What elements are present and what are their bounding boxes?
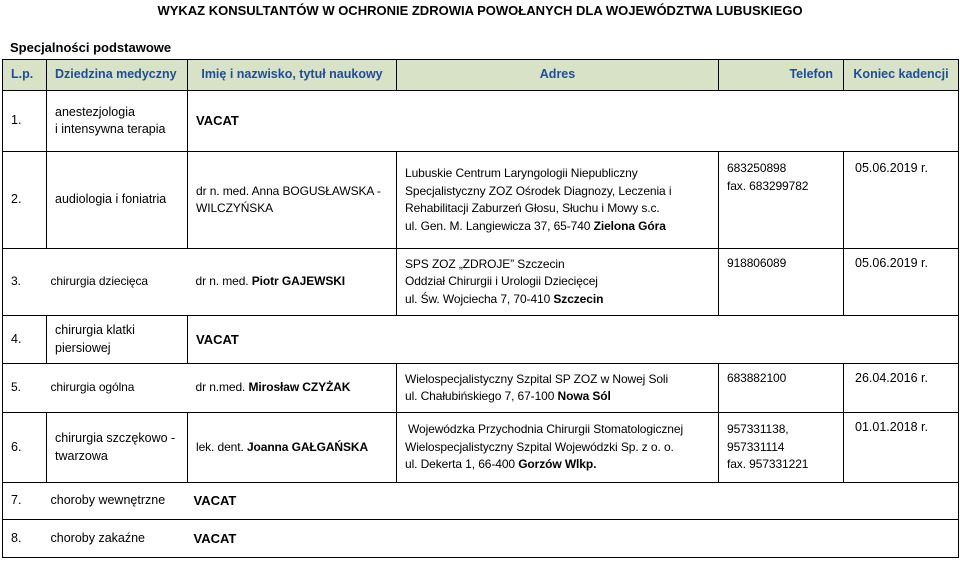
address-line: Wojewódzka Przychodnia Chirurgii Stomatologicznej [408,422,684,437]
empty-cell [844,91,959,152]
table-row [3,152,959,249]
address-city: Nowa Sól [557,389,611,403]
name-title: lek. dent. [196,439,247,454]
row-lp: 4. [3,316,47,364]
row-phone [719,152,844,249]
row-address [397,152,719,249]
name-title: dr n. med. [195,274,252,289]
row-name [188,249,397,316]
empty-cell [397,316,719,364]
row-lp: 6. [3,413,47,483]
row-field [47,413,188,483]
row-lp: 1. [3,91,47,152]
row-field: chirurgia dziecięca [47,249,188,316]
row-field [47,316,188,364]
field-line: i intensywna terapia [55,122,166,136]
empty-cell [844,316,959,364]
name-bold: Joanna GAŁGAŃSKA [246,439,369,454]
row-vacat: VACAT [188,316,397,364]
address-line: Specjalistyczny ZOZ Ośrodek Diagnozy, Leczenia i [405,183,672,198]
name-bold: Anna BOGUSŁAWSKA - [251,183,381,198]
name-title: dr n. med. [196,183,252,198]
field-line: chirurgia klatki [55,323,135,337]
row-field: choroby zakaźne [47,520,188,558]
phone-line: 957331114 [727,439,785,454]
field-line: twarzowa [55,448,108,463]
field-line: chirurgia szczękowo - [55,431,176,445]
consultants-table [2,59,959,558]
name-bold-line: WILCZYŃSKA [196,201,274,215]
name-bold: Piotr GAJEWSKI [251,274,346,289]
phone-line: fax. 683299782 [727,178,809,193]
header-end: Koniec kadencji [844,60,959,91]
header-field: Dziedzina medyczny [47,60,188,91]
address-line: Wielospecjalistyczny Szpital Wojewódzki Sp. z o. o. [405,439,674,454]
field-line: anestezjologia [55,104,135,119]
table-row [3,364,959,413]
address-city: Szczecin [553,291,604,306]
header-address: Adres [397,60,719,91]
address-line: ul. Dekerta 1, 66-400 [405,457,519,472]
empty-cell [397,520,719,558]
table-row [3,249,959,316]
row-address [397,249,719,316]
address-city: Gorzów Wlkp. [518,457,597,472]
row-end: 05.06.2019 r. [844,249,959,316]
row-lp: 7. [3,483,47,520]
empty-cell [844,483,959,520]
header-phone: Telefon [719,60,844,91]
row-name [188,152,397,249]
row-lp: 5. [3,364,47,413]
row-field: chirurgia ogólna [47,364,188,413]
address-line: ul. Gen. M. Langiewicza 37, 65-740 [405,218,594,233]
row-lp: 8. [3,520,47,558]
table-row [3,91,959,152]
empty-cell [719,316,844,364]
table-row [3,483,959,520]
section-subtitle: Specjalności podstawowe [10,40,172,55]
address-line: ul. Św. Wojciecha 7, 70-410 [405,291,554,306]
phone-line: 683250898 [727,161,787,175]
name-title: dr n.med. [195,380,249,395]
address-line: Oddział Chirurgii i Urologii Dziecięcej [405,274,598,289]
empty-cell [397,483,719,520]
row-phone: 683882100 [719,364,844,413]
phone-line: fax. 957331221 [727,457,809,472]
row-phone: 918806089 [719,249,844,316]
name-bold: Mirosław CZYŻAK [248,380,351,395]
table-header-row [3,60,959,91]
address-line: SPS ZOZ „ZDROJE” Szczecin [405,256,565,271]
empty-cell [719,520,844,558]
row-vacat: VACAT [188,91,397,152]
row-name [188,413,397,483]
table-row [3,316,959,364]
row-phone [719,413,844,483]
row-field [47,91,188,152]
address-line: ul. Chałubińskiego 7, 67-100 [405,389,558,403]
empty-cell [719,91,844,152]
row-address [397,364,719,413]
address-city: Zielona Góra [593,218,666,233]
row-vacat: VACAT [188,520,397,558]
empty-cell [719,483,844,520]
table-row [3,413,959,483]
address-line: Wielospecjalistyczny Szpital SP ZOZ w Nowej Soli [405,371,669,386]
row-field: choroby wewnętrzne [47,483,188,520]
empty-cell [844,520,959,558]
row-end: 05.06.2019 r. [844,152,959,249]
address-line: Rehabilitacji Zaburzeń Głosu, Słuchu i Mowy s.c. [405,201,660,215]
phone-line: 957331138, [727,422,789,437]
row-lp: 2. [3,152,47,249]
address-line: Lubuskie Centrum Laryngologii Niepubliczny [405,166,638,180]
header-name: Imię i nazwisko, tytuł naukowy [188,60,397,91]
row-address [397,413,719,483]
row-end: 01.01.2018 r. [844,413,959,483]
table-row [3,520,959,558]
empty-cell [397,91,719,152]
row-field: audiologia i foniatria [47,152,188,249]
row-name [188,364,397,413]
header-lp: L.p. [3,60,47,91]
row-lp: 3. [3,249,47,316]
row-end: 26.04.2016 r. [844,364,959,413]
row-vacat: VACAT [188,483,397,520]
page-title: WYKAZ KONSULTANTÓW W OCHRONIE ZDROWIA POWOŁANYCH DLA WOJEWÓDZTWA LUBUSKIEGO [157,3,803,18]
field-line: piersiowej [55,340,111,355]
